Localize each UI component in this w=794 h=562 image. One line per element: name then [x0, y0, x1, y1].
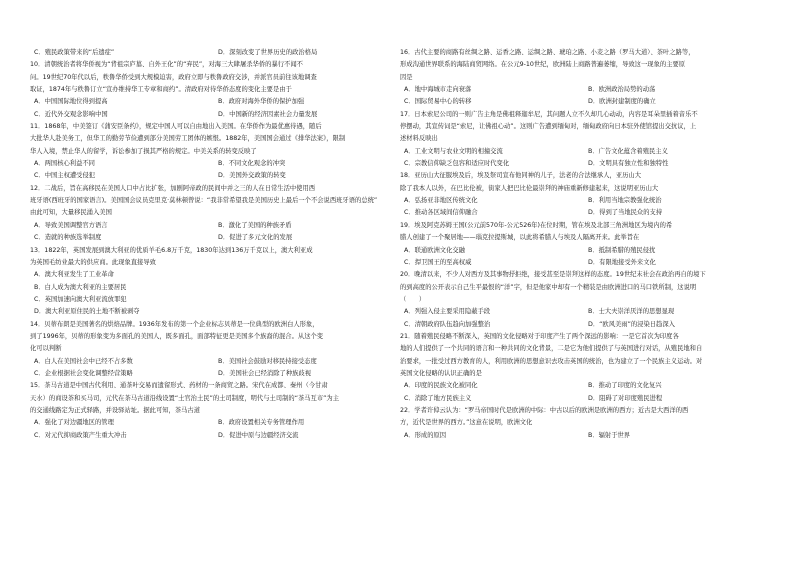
q14-option-d: D．美国社会已经消除了种族歧视 [218, 369, 312, 377]
q10-option-c: C．近代外交观念影响中国 [34, 110, 108, 118]
question-19 [400, 220, 768, 269]
q16-option-a: A．地中海城市走向衰落 [404, 86, 472, 94]
question-14 [30, 319, 398, 381]
question-20 [400, 269, 768, 331]
q10-stem-2: 问。19世纪70年代以后，秩鲁华侨受到大规模迫害，政府立即与秩鲁政府交涉，并派官员前往该地调查 [30, 73, 317, 81]
q18-option-b: B．利用当地宗教强化统治 [588, 197, 662, 205]
left-column [30, 47, 398, 442]
q13-option-b: B．白人成为澳大利亚的主要居民 [34, 283, 127, 291]
q10-option-b: B．政府对海外华侨的保护加强 [218, 98, 305, 106]
q9-option-c: C．殖民政策带来的“后遗症” [34, 49, 115, 56]
q17-stem-3: 述材料反映出 [400, 135, 438, 143]
q10-option-d: D．中国新的经济因素社会力量发展 [218, 110, 318, 118]
question-21 [400, 331, 768, 405]
q16-option-b: B．欧洲政治局势的动荡 [588, 86, 656, 94]
q10-stem-3: 取证，1874年与秩鲁订立“宣办维持华工专章和商约”。清政府对待华侨态度的变化主要是由于 [30, 86, 292, 94]
q21-stem-2: 地的人们提供了一个共同的语言和一种共同的文化背景，二是它为他们提供了与英国进行对话，从殖民地和自 [400, 345, 703, 353]
q19-option-c: C．捍卫国王的至高权威 [404, 258, 472, 266]
question-18 [400, 170, 768, 219]
question-12 [30, 183, 398, 245]
question-13 [30, 245, 398, 319]
question-10 [30, 59, 398, 121]
q9-option-d: D．深刻改变了世界历史的政治格局 [218, 49, 318, 56]
q16-option-c: C．国际贸易中心的转移 [404, 98, 472, 106]
q19-option-d: D．有限地接受外来文化 [588, 258, 656, 266]
q20-stem-1: 20．晚清以来，不少人对西方及其事物抒拒绝，接受甚至是崇拜这样的态度。19世纪末社会在政治再自的境下 [400, 271, 706, 279]
q21-option-d: D．阻碍了对印度殖民进程 [588, 394, 663, 402]
q11-stem-2: 大批华人赴美务工，但华工的勤劳节俭遭到部分美国劳工团体的嫉恨。1882年，美国国会通过《排华法案》，限制 [30, 135, 346, 143]
q18-option-a: A．弘扬亚非地区传统文化 [404, 197, 478, 205]
q15-option-c: C．对元代抑商政策产生重大冲击 [34, 431, 127, 439]
q17-stem-2: 停摆动，其宣传词是“索尼，让佛祖心动”。这则广告遭到缅甸对，缅甸政府向日本驻外使馆提出交抗议，上 [400, 123, 697, 131]
q13-stem-2: 为英国毛纺业最大的供应商。此现象直接导致 [30, 258, 156, 266]
right-column [400, 47, 768, 442]
q14-stem-1: 14．贝蒂布朗是美国著名的烘焙品牌。1936年发布的第一个企业标志贝蒂是一位典型的欧洲白人形象， [30, 320, 319, 328]
q10-option-a: A．中国国际地位得到提高 [34, 98, 108, 106]
q18-option-d: D．得到了当地民众的支持 [588, 209, 663, 217]
q14-option-b: B．美国社会鼓励对移民持接受态度 [218, 357, 317, 365]
q15-stem-3: 的交通线路定为正式驿路，并设驿站址。据此可知，茶马古道 [30, 406, 201, 414]
q11-option-d: D．美国外交政策的转变 [218, 172, 286, 180]
question-11 [30, 121, 398, 183]
q15-stem-2: 天水）的商设茶和买马司，元代在茶马古道沿线设置“土官治土民”的土司制度，明代与土司制的“茶马互市”为主 [30, 394, 340, 402]
q21-option-b: B．推动了印度的文化复兴 [588, 382, 662, 390]
q20-option-b: B．士大夫崇洋厌洋的思想显现 [588, 308, 675, 316]
q17-option-c: C．宗教信仰缺乏包容和适应时代变化 [404, 160, 510, 168]
q21-stem-3: 治要求，一批受过西方教育的人，利用欧洲的思想意识去攻击英国的统治，也为建立了一个民族主义运动。对 [400, 357, 703, 365]
q22-stem-2: 方，近代是世界的西方。”这意在说明，欧洲文化 [400, 419, 533, 427]
q12-option-c: C．造就的种族选举制度 [34, 234, 102, 242]
q19-option-a: A．联通欧洲文化交融 [404, 246, 465, 254]
q21-option-a: A．印度的民族文化被同化 [404, 382, 478, 390]
q14-option-a: A．白人在美国社会中已经不占多数 [34, 357, 133, 365]
q13-stem-1: 13．1822年，英国发展到澳大利亚的优质羊毛6.8万千克，1830年达到136万千克以上，澳大利亚成 [30, 246, 313, 254]
q15-option-a: A．强化了对边疆地区的管理 [34, 419, 114, 427]
question-17 [400, 109, 768, 171]
q12-stem-3: 由此可知，大量移民涌入美国 [30, 209, 112, 217]
q12-option-a: A．导致美国调整官方语言 [34, 221, 108, 229]
q12-stem-2: 班牙语(西班牙的国家语言)。美国国会议员克里克·莫林顿曾说：“我非常希望我是美国历史上最后一个不会说西班牙语的总统” [30, 197, 378, 205]
q16-stem-2: 形成沟通世界联系的海陆商贸网络。在公元9-10世纪，欧洲陆上商路普遍萎缩，导致这一现象的主要原 [400, 61, 686, 69]
q19-stem-2: 腊人创建了一个聚居地——瑙克拉提斯城，以此将希腊人与埃及人隔离开来。此举旨在 [400, 234, 640, 242]
q20-option-c: C．清朝政府队伍趋向加强整治 [404, 320, 491, 328]
q16-stem-3: 因是 [400, 73, 413, 81]
q11-stem-1: 11．1868年，中美签订《蒲安臣条约》，规定中国人可以自由地出入美国。在华侨作为最优惠待遇，随后 [30, 123, 322, 131]
q14-option-c: C．企业根据社会变化调整经营策略 [34, 369, 133, 377]
q18-stem-2: 除了我本人以外，在巴比伦被，街家人把巴比伦最崇拜的神庙重新修建起来，这说明亚历山大 [400, 184, 659, 192]
q12-stem-1: 12．二战后，旨在高移民在美国人口中占比扩张，加剧阿帝政的民间中并之三的人在日常生活中使用西 [30, 184, 316, 192]
q11-option-c: C．中国主权遭受侵犯 [34, 172, 96, 180]
q16-option-d: D．欧洲封建制度的确立 [588, 98, 656, 106]
q15-option-b: B．政府设置相关专务管理作用 [218, 419, 305, 427]
q18-stem-1: 18．亚历山大征服埃及后，埃及祭司宣布他同神的儿子，法老的合法继承人，亚历山大 [400, 172, 641, 180]
q17-option-b: B．广告文化蕴含着殖民主义 [588, 147, 668, 155]
q13-option-d: D．澳大利亚原住民的土地不断被剥夺 [34, 308, 140, 316]
q20-option-a: A．列强入侵主要采用隐蔽手段 [404, 308, 491, 316]
q14-stem-2: 到了1996年，贝蒂的形象变为多面孔的美国人，既多面孔，面部特征更是美国多个族裔的混合。从这个变 [30, 332, 324, 340]
q9-options-cd [30, 47, 398, 59]
q17-stem-1: 17．日本索尼公司的一则广告主角是佛祖释迦牟尼，其问题人立不久却几心动动，内容是耳朵里插着音乐不 [400, 110, 698, 118]
q15-stem-1: 15．茶马古道是中国古代利用、通茶叶交易而遗留形式、药材的一条商贸之路。宋代在成都、秦州（今甘肃 [30, 382, 328, 390]
question-15 [30, 380, 398, 442]
q17-option-a: A．工业文明与农业文明的相撞交流 [404, 147, 503, 155]
q16-stem-1: 16．古代主要的商路有丝绸之路、运香之路、运绸之路、琥珀之路、小麦之路（罗马大道）、茶叶之路等， [400, 49, 695, 56]
q13-option-c: C．英国加速向澳大利亚流放罪犯 [34, 295, 127, 303]
q21-option-c: C．消除了地方民族主义 [404, 394, 472, 402]
q14-stem-3: 化可以判断 [30, 345, 62, 353]
q10-stem-1: 10．清朝统治者将华侨视为“背祖宗庐墓、自外王化”的“弃民”，对海三大肆屠杀华侨的暴行不闻不 [30, 61, 303, 69]
q19-stem-1: 19．埃及阿克苏姆王国(公元前570年-公元526年)在位时期，管在埃及北部三角洲地区为境内的希 [400, 221, 673, 229]
q20-stem-3: （ ） [400, 295, 426, 303]
q21-stem-1: 21．随着殖民侵略不断深入，英国的文化侵略对于印度产生了两个深远的影响：一是它首次为印度各 [400, 332, 679, 340]
q20-option-d: D．“欧风美雨”的浸染日趋深入 [588, 320, 675, 328]
q19-option-b: B．抵制希腊的殖民侵扰 [588, 246, 656, 254]
q22-option-a: A．形成的原因 [404, 431, 447, 439]
q18-option-c: C．推动各区域间信仰融合 [404, 209, 478, 217]
q21-stem-4: 英国文化侵略的认识正确的是 [400, 369, 482, 377]
question-16 [400, 47, 768, 109]
q13-option-a: A．澳大利亚发生了工业革命 [34, 271, 114, 279]
q22-stem-1: 22．学者许倬云认为：“罗马帝国时代是欧洲的中际：中古以后的欧洲是欧洲的西方；近古是大西洋的西 [400, 406, 689, 414]
q15-option-d: D．促进中原与边疆经济交流 [218, 431, 299, 439]
q22-option-b: B．辐射于世界 [588, 431, 631, 439]
q12-option-b: B．激化了美国的种族矛盾 [218, 221, 292, 229]
q17-option-d: D．文明具有独立性和独特性 [588, 160, 669, 168]
q12-option-d: D．促进了多元文化的发展 [218, 234, 293, 242]
q11-option-b: B．不同文化观念的冲突 [218, 160, 286, 168]
q20-stem-2: 的到高度的公开表示自己生平最恨的“洋”字，但是他家中却有一个精装是由欧洲进口的马口铁所制，这说明 [400, 283, 697, 291]
q11-option-a: A．两国核心利益不同 [34, 160, 95, 168]
q11-stem-3: 华人入境，禁止华人的留学，诉讼参加了损其严格的规定。中美关系的转变反映了 [30, 147, 257, 155]
question-22 [400, 405, 768, 442]
